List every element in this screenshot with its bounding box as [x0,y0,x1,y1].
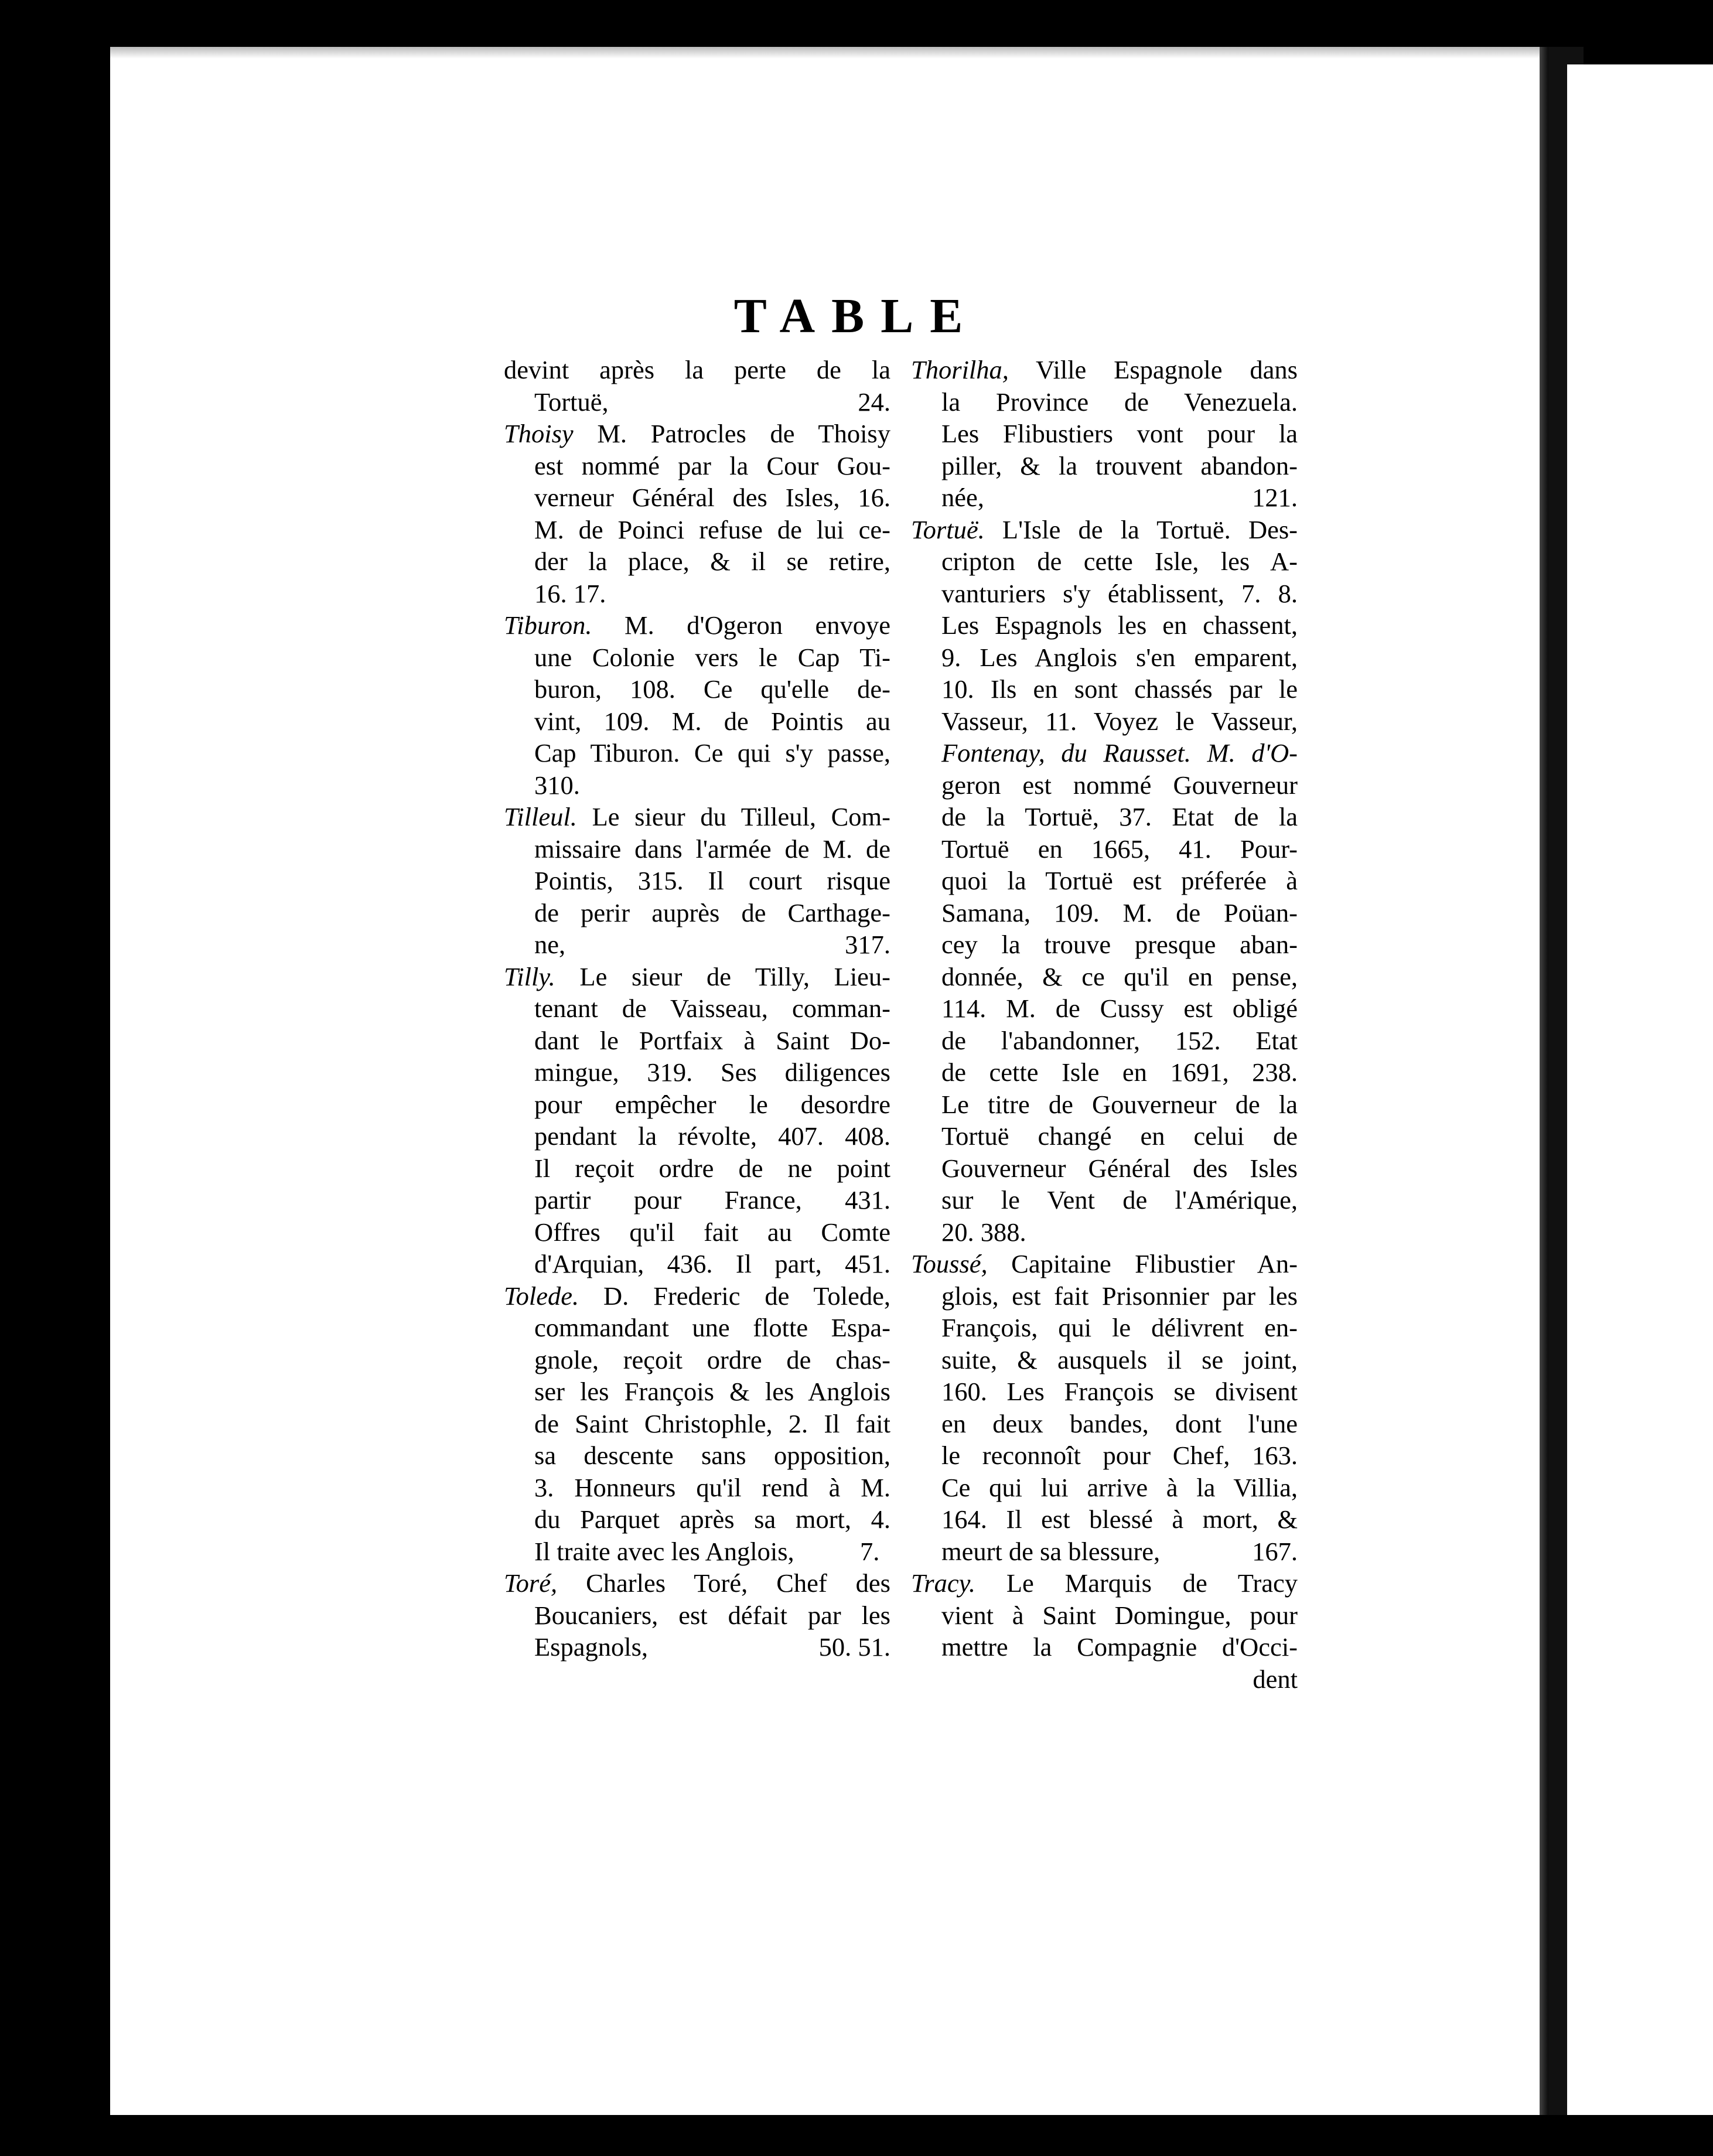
entry-line: glois, est fait Prisonnier par les [941,1281,1298,1311]
entry-line: commandant une flotte Espa- [534,1313,890,1342]
entry-line: Tortuë changé en celui de [941,1121,1298,1151]
entry-line: Il traite avec les Anglois, [534,1536,794,1566]
index-entry-thorilha [911,354,1298,514]
index-entry-tracy [911,1567,1298,1695]
entry-line: L'Isle de la Tortuë. Des- [1002,514,1298,544]
entry-head: Thorilha, [911,355,1009,384]
entry-line: de la Tortuë, 37. Etat de la [941,802,1298,831]
entry-line: 10. Ils en sont chassés par le [941,674,1298,704]
entry-line: buron, 108. Ce qu'elle de- [534,674,890,704]
entry-line-row: Il traite avec les Anglois, 7. [534,1536,890,1568]
entry-line-row [534,929,890,961]
entry-line: M. d'Ogeron envoye [625,610,891,640]
entry-line-row [941,482,1298,514]
entry-line: geron est nommé Gouverneur [941,770,1298,800]
entry-line: M. de Poinci refuse de lui ce- [534,514,890,544]
index-entry-tortue [911,514,1298,1248]
index-column-left [504,354,890,1663]
index-entry-tilleul [504,801,890,961]
entry-line: cey la trouve presque aban- [941,930,1298,959]
entry-line: gnole, reçoit ordre de chas- [534,1345,890,1374]
entry-line: pendant la révolte, 407. 408. [534,1121,890,1151]
entry-line: une Colonie vers le Cap Ti- [534,642,890,672]
index-entry [504,354,890,418]
entry-line: verneur Général des Isles, 16. [534,483,890,512]
entry-line: missaire dans l'armée de M. de [534,834,890,864]
entry-line: Ville Espagnole dans [1036,355,1298,384]
entry-line-row [504,961,891,993]
entry-line: dant le Portfaix à Saint Do- [534,1025,890,1055]
page-ref: 121. [1252,483,1298,512]
entry-line: 9. Les Anglois s'en emparent, [941,642,1298,672]
entry-line-row [504,1280,890,1312]
entry-line: sur le Vent de l'Amérique, [941,1185,1298,1215]
entry-line: Espagnols, [534,1632,649,1662]
entry-line: Pointis, 315. Il court risque [534,866,890,895]
entry-line: Le titre de Gouverneur de la [941,1089,1298,1119]
entry-line: Gouverneur Général des Isles [941,1153,1298,1183]
entry-line: Boucaniers, est défait par les [534,1600,890,1630]
entry-line: ser les François & les Anglois [534,1377,890,1406]
entry-line: 3. Honneurs qu'il rend à M. [534,1472,890,1502]
catchword: dent [1253,1664,1298,1694]
entry-line-row [911,514,1298,546]
entry-line: Les Flibustiers vont pour la [941,419,1298,448]
entry-line: Charles Toré, Chef des [586,1568,890,1598]
entry-head: Tiburon. [504,610,592,640]
page-title: TABLE [733,289,980,343]
entry-line-row [941,1536,1298,1568]
entry-line: 114. M. de Cussy est obligé [941,994,1298,1023]
entry-head: Toré, [504,1568,558,1598]
entry-line: de cette Isle en 1691, 238. [941,1057,1298,1087]
entry-line: Les Espagnols les en chassent, [941,610,1298,640]
entry-line: cripton de cette Isle, les A- [941,547,1298,576]
entry-line: Capitaine Flibustier An- [1011,1249,1298,1278]
entry-line: née, [941,483,984,512]
entry-line: Tortuë, [534,387,609,417]
entry-line: de perir auprès de Carthage- [534,898,890,927]
entry-head: Tracy. [911,1568,976,1598]
entry-line: en deux bandes, dont l'une [941,1408,1298,1438]
entry-line: devint après la perte de la [504,355,890,384]
entry-line: Vasseur, 11. Voyez le Vasseur, [941,706,1298,736]
entry-line-row [504,609,891,642]
entry-line: mingue, 319. Ses diligences [534,1057,890,1087]
entry-line: Tortuë en 1665, 41. Pour- [941,834,1298,864]
entry-line-row [911,1248,1298,1280]
page-ref: 50. 51. [818,1632,890,1662]
entry-line: Offres qu'il fait au Comte [534,1217,890,1247]
entry-line: M. Patrocles de Thoisy [597,419,890,448]
entry-head: Toussé, [911,1249,988,1278]
entry-line: Le Marquis de Tracy [1006,1568,1298,1598]
entry-line-row [911,354,1298,386]
entry-line: Il reçoit ordre de ne point [534,1153,890,1183]
entry-line: D. Frederic de Tolede, [603,1281,890,1311]
entry-line: de Saint Christophle, 2. Il fait [534,1408,890,1438]
page-ref: 317. [845,930,890,959]
index-entry-tore [504,1567,890,1663]
entry-line: partir pour France, 431. [534,1185,890,1215]
entry-line: est nommé par la Cour Gou- [534,451,890,480]
index-entry-thoisy [504,418,890,609]
entry-line: Ce qui lui arrive à la Villia, [941,1472,1298,1502]
entry-line: mettre la Compagnie d'Occi- [941,1632,1298,1662]
entry-head: Tilly. [504,961,555,991]
entry-line: la Province de Venezuela. [941,387,1298,417]
entry-head: Thoisy [504,419,574,448]
page-top-shadow [110,47,1548,59]
entry-line: tenant de Vaisseau, comman- [534,994,890,1023]
entry-line: Le sieur de Tilly, Lieu- [579,961,891,991]
entry-head: Tolede. [504,1281,579,1311]
entry-line: du Parquet après sa mort, 4. [534,1505,890,1534]
entry-line: quoi la Tortuë est préferée à [941,866,1298,895]
entry-line-row [911,1567,1298,1599]
entry-line-row [504,418,890,450]
entry-line: 160. Les François se divisent [941,1377,1298,1406]
index-entry-tilly [504,961,890,1280]
page-ref: 167. [1252,1536,1298,1566]
entry-line: ne, [534,930,566,959]
entry-line: vient à Saint Domingue, pour [941,1600,1298,1630]
entry-line: Cap Tiburon. Ce qui s'y passe, [534,738,890,767]
entry-line: donnée, & ce qu'il en pense, [941,961,1298,991]
entry-line: piller, & la trouvent abandon- [941,451,1298,480]
entry-line-row [534,386,890,418]
entry-line: 164. Il est blessé à mort, & [941,1505,1298,1534]
entry-line: meurt de sa blessure, [941,1536,1161,1566]
adjacent-page [1567,64,1713,2115]
entry-line: der la place, & il se retire, [534,547,890,576]
entry-line-row [504,1567,890,1599]
entry-line: 310. [534,770,580,800]
entry-line: vint, 109. M. de Pointis au [534,706,890,736]
index-entry-tiburon [504,609,890,801]
entry-line: le reconnoît pour Chef, 163. [941,1441,1298,1470]
entry-line: de l'abandonner, 152. Etat [941,1025,1298,1055]
index-entry-tousse [911,1248,1298,1567]
index-entry-tolede [504,1280,890,1568]
entry-head: Tilleul. [504,802,577,831]
entry-line: Samana, 109. M. de Poüan- [941,898,1298,927]
entry-line: vanturiers s'y établissent, 7. 8. [941,578,1298,608]
entry-line: Le sieur du Tilleul, Com- [592,802,890,831]
entry-line: 16. 17. [534,578,606,608]
entry-line-row [534,1631,890,1663]
entry-line: Fontenay, du Rausset. M. d'O- [941,738,1298,767]
entry-line: sa descente sans opposition, [534,1441,890,1470]
entry-line: 20. 388. [941,1217,1026,1247]
page-ref: 24. [858,387,890,417]
entry-line: pour empêcher le desordre [534,1089,890,1119]
entry-line: François, qui le délivrent en- [941,1313,1298,1342]
entry-line: suite, & ausquels il se joint, [941,1345,1298,1374]
entry-head: Tortuë. [911,514,985,544]
entry-line-row [504,801,890,833]
index-column-right [911,354,1298,1695]
entry-line: d'Arquian, 436. Il part, 451. [534,1249,890,1278]
